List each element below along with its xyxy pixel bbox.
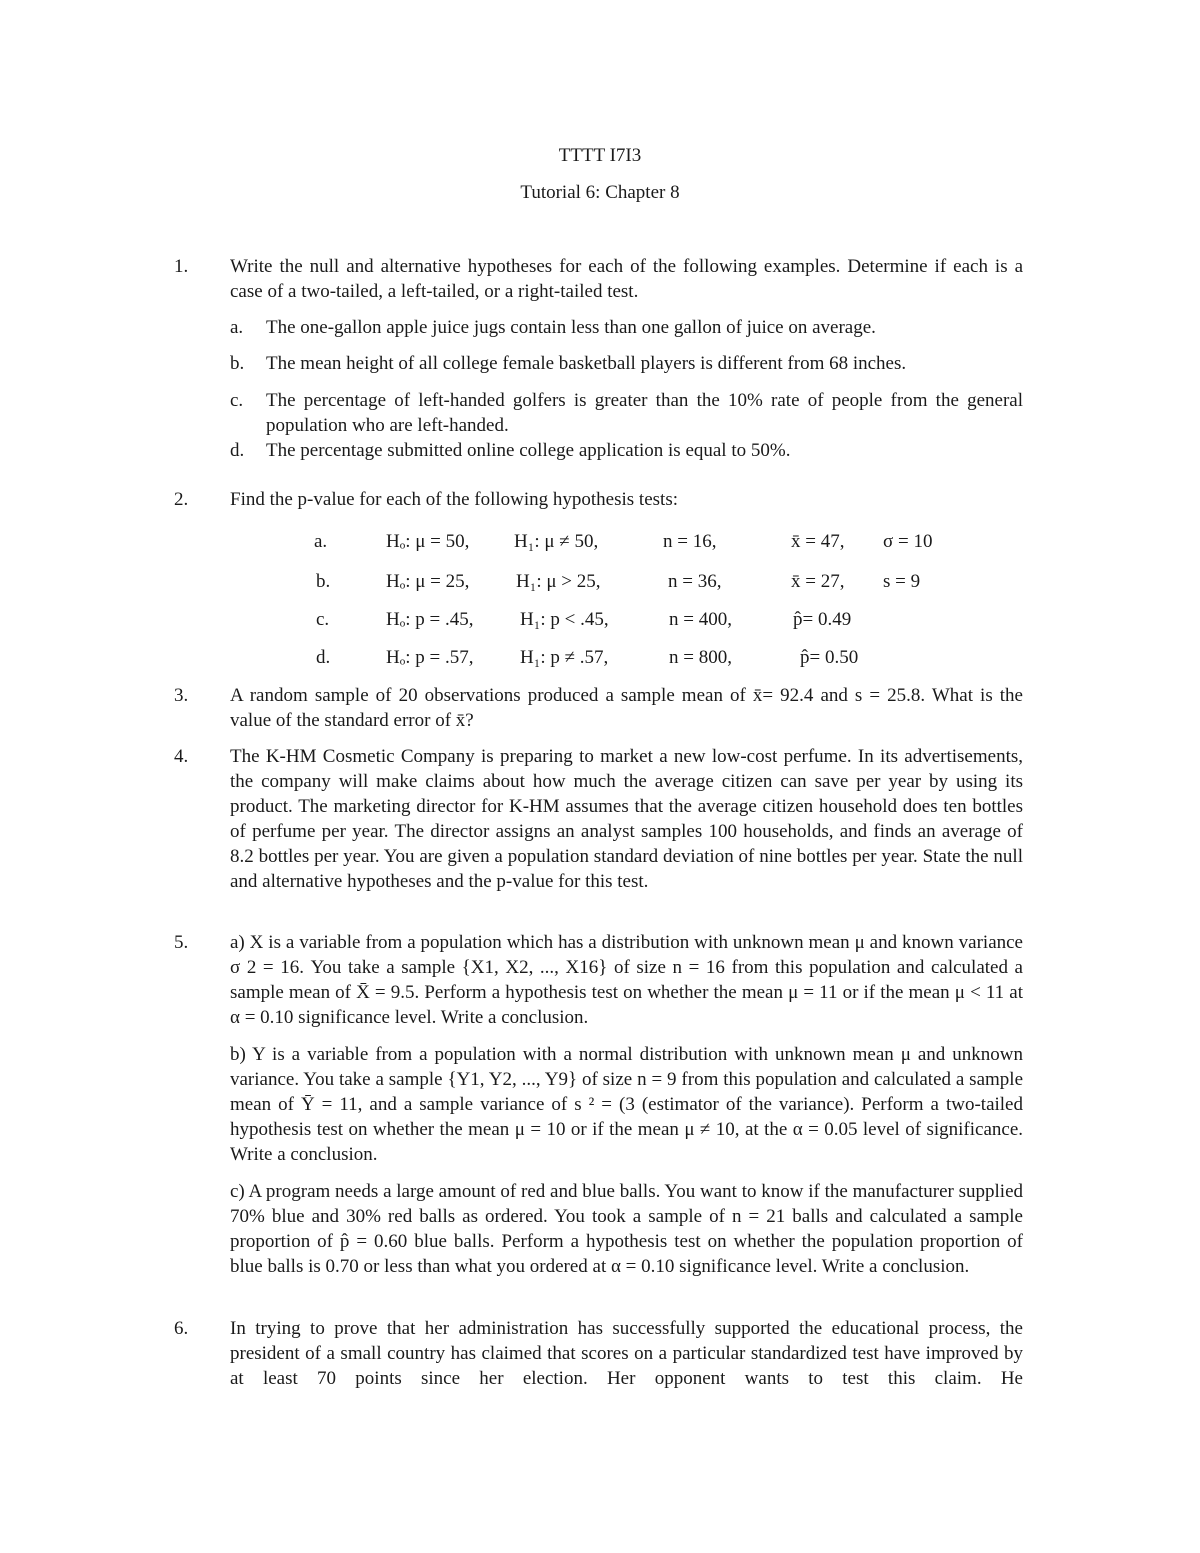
sample-statistic: p̂= 0.49	[793, 609, 852, 630]
question-number: 5.	[174, 932, 189, 953]
alt-hypothesis: H₁: p < .45,	[520, 609, 609, 630]
sample-size: n = 16,	[663, 531, 717, 552]
question-part-a: a) X is a variable from a population which has a distribution with unknown mean μ and known variance σ 2 = 16. You take a sample {X1, X2, ..., X16} of size n = 16 from this population and calculated a sample mean of X̄ = 9.5. Perform a hypothesis test on whether the mean μ = 11 or if the mean μ < 11 at α = 0.10 significance level. Write a conclusion.	[230, 932, 1023, 1028]
item-label: c.	[230, 390, 244, 411]
question-number: 2.	[174, 489, 189, 510]
item-text: The one-gallon apple juice jugs contain less than one gallon of juice on average.	[266, 317, 876, 338]
question-text: A random sample of 20 observations produced a sample mean of x̄= 92.4 and s = 25.8. What is the value of the standard error of x̄?	[230, 685, 1023, 731]
question-number: 3.	[174, 685, 189, 706]
item-label: a.	[230, 317, 244, 338]
sample-statistic: p̂= 0.50	[800, 647, 859, 668]
null-hypothesis: Hₒ: p = .45,	[386, 609, 474, 630]
item-label: d.	[230, 440, 245, 461]
row-label: b.	[316, 571, 331, 592]
alt-hypothesis: H₁: p ≠ .57,	[520, 647, 609, 668]
question-text: The K-HM Cosmetic Company is preparing to market a new low-cost perfume. In its advertisements, the company will make claims about how much the average citizen can save per year by using its product. The marketing director for K-HM assumes that the average citizen household does ten bottles of perfume per year. The director assigns an analyst samples 100 households, and finds an average of 8.2 bottles per year. You are given a population standard deviation of nine bottles per year. State the null and alternative hypotheses and the p-value for this test.	[230, 746, 1023, 892]
row-label: c.	[316, 609, 330, 630]
item-text: The percentage of left-handed golfers is greater than the 10% rate of people from the general population who are left-handed.	[266, 390, 1023, 436]
tutorial-title: Tutorial 6: Chapter 8	[520, 182, 680, 203]
course-code: TTTT I7I3	[558, 145, 642, 166]
sample-statistic: x̄ = 47,	[791, 531, 845, 552]
sample-size: n = 400,	[669, 609, 732, 630]
dispersion: σ = 10	[883, 531, 933, 552]
hypothesis-row-d	[0, 645, 1200, 671]
question-prompt: Find the p-value for each of the following hypothesis tests:	[230, 489, 678, 510]
sample-size: n = 800,	[669, 647, 732, 668]
question-number: 1.	[174, 256, 189, 277]
hypothesis-row-b	[0, 569, 1200, 595]
null-hypothesis: Hₒ: μ = 25,	[386, 571, 470, 592]
null-hypothesis: Hₒ: μ = 50,	[386, 531, 470, 552]
hypothesis-row-a	[0, 529, 1200, 555]
question-number: 4.	[174, 746, 189, 767]
null-hypothesis: Hₒ: p = .57,	[386, 647, 474, 668]
dispersion: s = 9	[883, 571, 921, 592]
alt-hypothesis: H₁: μ > 25,	[516, 571, 601, 592]
hypothesis-row-c	[0, 607, 1200, 633]
question-part-b: b) Y is a variable from a population with a normal distribution with unknown mean μ and unknown variance. You take a sample {Y1, Y2, ..., Y9} of size n = 9 from this population and calculated a sample mean of Ȳ = 11, and a sample variance of s ² = (3 (estimator of the variance). Perform a two-tailed hypothesis test on whether the mean μ = 10 or if the mean μ ≠ 10, at the α = 0.05 level of significance. Write a conclusion.	[230, 1044, 1023, 1165]
row-label: a.	[314, 531, 328, 552]
question-part-c: c) A program needs a large amount of red and blue balls. You want to know if the manufacturer supplied 70% blue and 30% red balls as ordered. You took a sample of n = 21 balls and calculated a sample proportion of p̂ = 0.60 blue balls. Perform a hypothesis test on whether the population proportion of blue balls is 0.70 or less than what you ordered at α = 0.10 significance level. Write a conclusion.	[230, 1181, 1023, 1277]
item-text: The percentage submitted online college application is equal to 50%.	[266, 440, 791, 461]
row-label: d.	[316, 647, 331, 668]
item-text: The mean height of all college female basketball players is different from 68 inches.	[266, 353, 907, 374]
question-prompt: Write the null and alternative hypotheses for each of the following examples. Determine if each is a case of a two-tailed, a left-tailed, or a right-tailed test.	[230, 256, 1023, 302]
sample-size: n = 36,	[668, 571, 722, 592]
question-number: 6.	[174, 1318, 189, 1339]
alt-hypothesis: H₁: μ ≠ 50,	[514, 531, 599, 552]
item-label: b.	[230, 353, 245, 374]
sample-statistic: x̄ = 27,	[791, 571, 845, 592]
question-text: In trying to prove that her administration has successfully supported the educational process, the president of a small country has claimed that scores on a particular standardized test have improved by at least 70 points since her election. Her opponent wants to test this claim. He	[230, 1318, 1023, 1389]
